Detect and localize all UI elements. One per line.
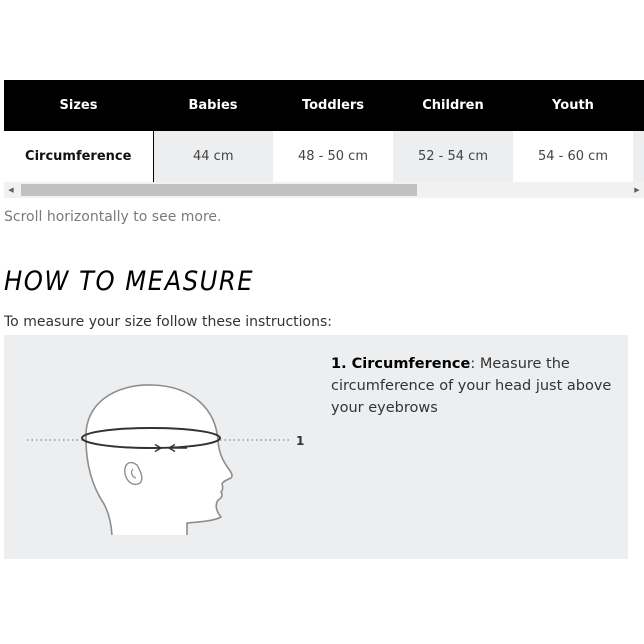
- header-children: Children: [393, 80, 513, 131]
- size-table-container[interactable]: [4, 80, 644, 182]
- cell-children: 52 - 54 cm: [393, 131, 513, 182]
- scrollbar-thumb[interactable]: [21, 184, 417, 196]
- header-sizes: Sizes: [4, 80, 153, 131]
- header-toddlers: Toddlers: [273, 80, 393, 131]
- scroll-hint: Scroll horizontally to see more.: [4, 209, 222, 225]
- instruction-panel: [4, 335, 628, 559]
- intro-text: To measure your size follow these instructions:: [4, 314, 332, 330]
- cell-babies: 44 cm: [153, 131, 273, 182]
- table-header-row: [4, 80, 644, 131]
- row-label-circumference: Circumference: [4, 131, 153, 182]
- horizontal-scrollbar[interactable]: [4, 182, 644, 198]
- head-measure-illustration: [24, 359, 314, 535]
- cell-toddlers: 48 - 50 cm: [273, 131, 393, 182]
- size-table: [4, 80, 644, 182]
- cell-youth: 54 - 60 cm: [513, 131, 633, 182]
- instruction-text: [331, 353, 621, 419]
- step-title: 1. Circumference: [331, 356, 471, 372]
- header-babies: Babies: [153, 80, 273, 131]
- header-overflow: [633, 80, 644, 131]
- table-row: [4, 131, 644, 182]
- marker-number: 1: [296, 434, 305, 448]
- section-title: HOW TO MEASURE: [4, 266, 255, 297]
- cell-overflow: [633, 131, 644, 182]
- arrow-left-icon[interactable]: ◀: [8, 186, 14, 194]
- header-youth: Youth: [513, 80, 633, 131]
- step-description: : Measure the circumference of your head just above your eyebrows: [331, 356, 612, 416]
- arrow-right-icon[interactable]: ▶: [634, 186, 640, 194]
